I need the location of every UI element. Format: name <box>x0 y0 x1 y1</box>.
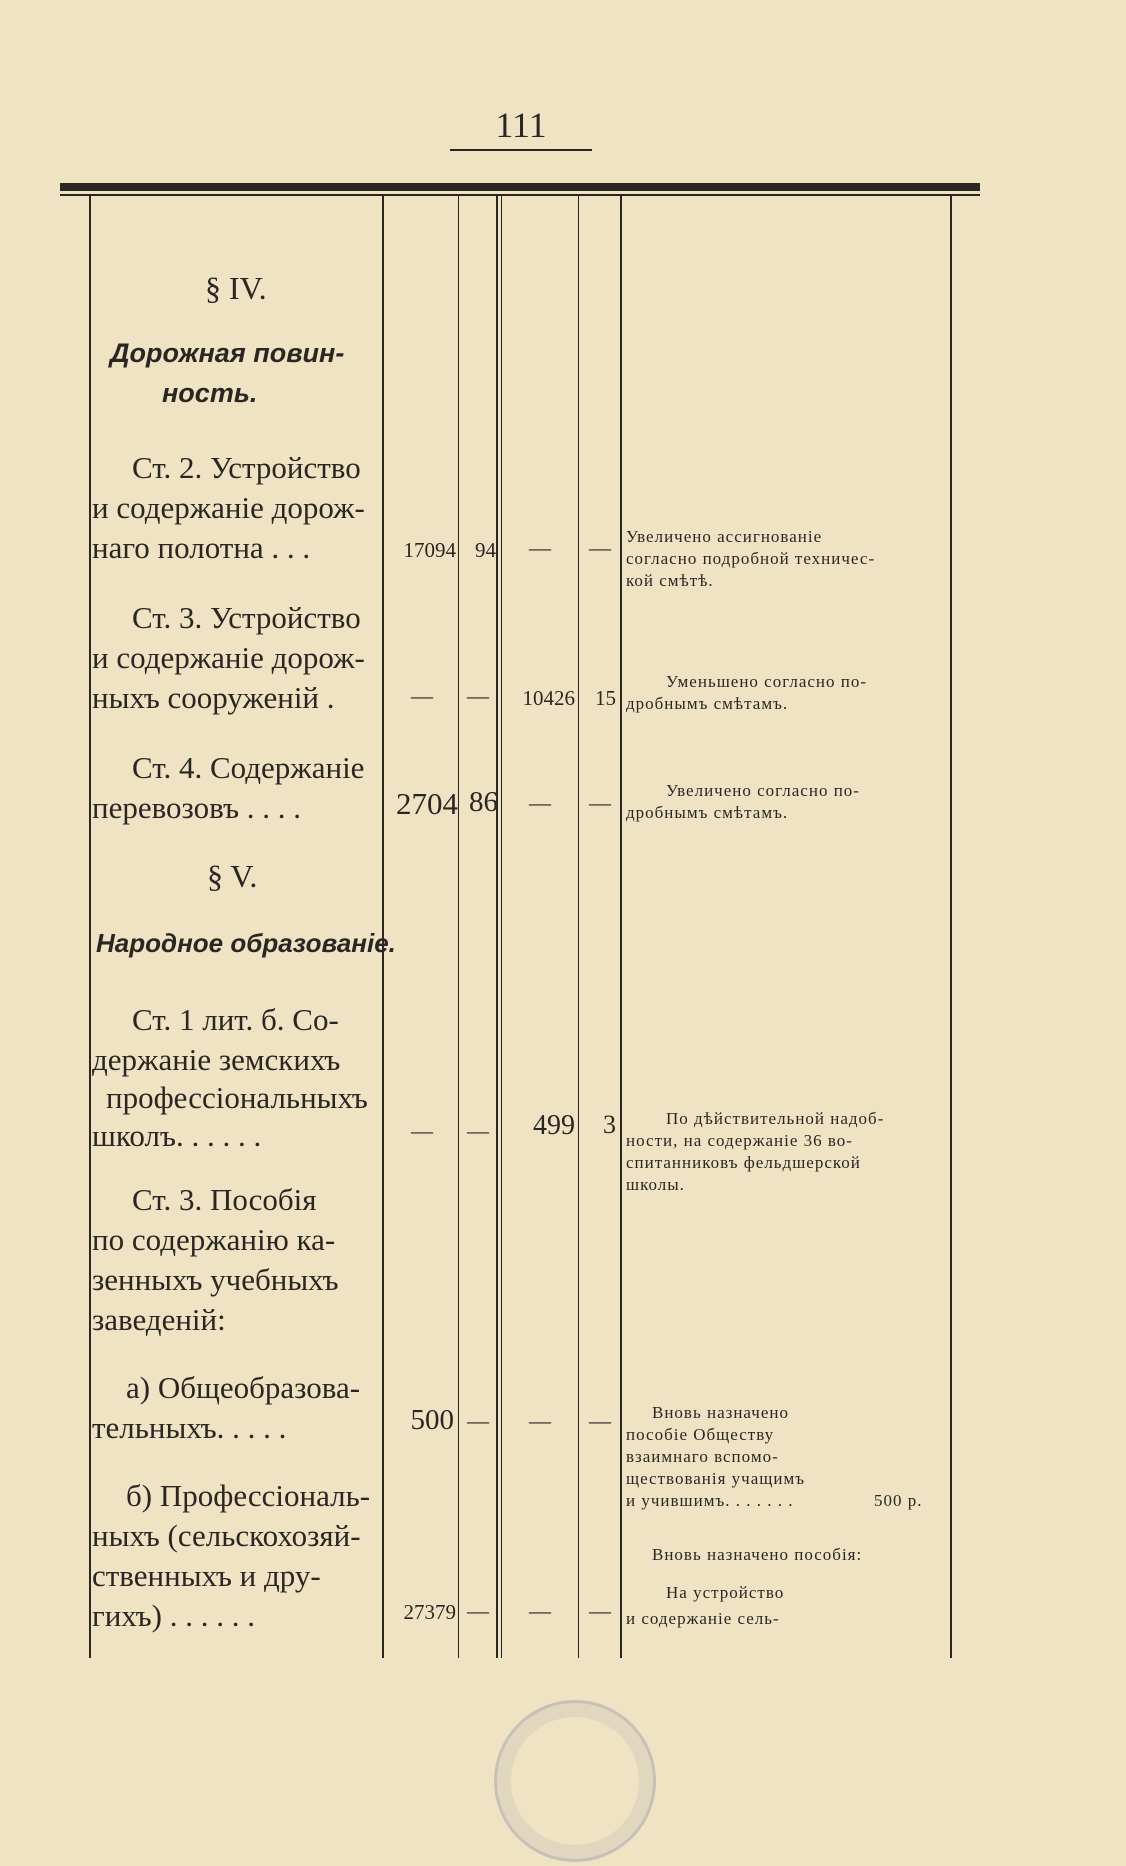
column-rule <box>578 196 579 1658</box>
row-st3v-line-1: Ст. 3. Пособiя <box>132 1182 317 1217</box>
row-a-note-line-1: Вновь назначено <box>652 1403 789 1422</box>
row-st3v-line-4: заведенiй: <box>92 1302 226 1337</box>
row-b-sum1: 27379 <box>403 1600 456 1624</box>
row-a-note-line-2: пособie Обществу <box>626 1425 775 1444</box>
row-st4-sum1: 2704 <box>396 786 458 821</box>
row-b-line-3: ственныхъ и дру- <box>92 1558 321 1593</box>
row-a-note-line-3: взаимнаго вспомо- <box>626 1447 779 1466</box>
row-st1b-note-line-2: ности, на содержанie 36 во- <box>626 1131 853 1150</box>
row-st3-note-line-1: Уменьшено согласно по- <box>666 672 868 691</box>
row-a-sum2: — <box>529 1408 551 1433</box>
table-top-border-thin <box>60 194 980 196</box>
row-a-note-line-5: и учившимъ. . . . . . . <box>626 1491 794 1510</box>
row-st1b-sum1: — <box>411 1118 433 1143</box>
section-iv-title-line-1: Дорожная повин- <box>110 338 345 368</box>
row-a-line-2: тельныхъ. . . . . <box>92 1410 287 1445</box>
row-st1b-sum2: 499 <box>533 1110 575 1141</box>
column-rule <box>458 196 459 1658</box>
row-st4-k1: 86 <box>469 786 498 818</box>
section-iv-title-line-2: ность. <box>162 378 258 408</box>
row-b-note-line-2: На устройство <box>666 1583 785 1602</box>
section-iv-sign: § IV. <box>205 270 267 306</box>
row-st1b-note-line-3: спитанниковъ фельдшерской <box>626 1153 861 1172</box>
page-number-rule <box>450 149 592 151</box>
row-st3-sum1: — <box>411 683 433 708</box>
table-left-border <box>89 196 91 1658</box>
row-a-line-1: а) Общеобразова- <box>126 1370 361 1405</box>
row-st3-line-2: и содержанie дорож- <box>92 640 365 675</box>
library-stamp <box>494 1700 656 1862</box>
row-st3v-line-2: по содержанiю ка- <box>92 1222 336 1257</box>
column-rule <box>496 196 498 1658</box>
row-st4-sum2: — <box>529 790 551 815</box>
row-a-note-amount: 500 р. <box>874 1491 923 1510</box>
row-st2-k1: 94 <box>475 538 496 562</box>
row-b-line-1: б) Профессiональ- <box>126 1478 371 1513</box>
row-st1b-k2: 3 <box>603 1110 616 1139</box>
row-st1b-line-3: профессiональныхъ <box>106 1080 368 1115</box>
row-st3-line-3: ныхъ сооруженiй . <box>92 680 335 715</box>
table-right-border <box>950 196 952 1658</box>
row-st1b-line-2: держанie земскихъ <box>92 1042 341 1077</box>
row-st1b-k1: — <box>467 1118 489 1143</box>
row-st2-line-1: Ст. 2. Устройство <box>132 450 361 485</box>
row-b-k1: — <box>467 1598 489 1623</box>
row-st3v-line-3: зенныхъ учебныхъ <box>92 1262 339 1297</box>
row-st3-line-1: Ст. 3. Устройство <box>132 600 361 635</box>
row-st1b-note-line-1: По дѣйствительной надоб- <box>666 1109 885 1128</box>
row-st3-k2: 15 <box>595 686 616 710</box>
row-st3-sum2: 10426 <box>522 686 575 710</box>
row-st2-line-3: наго полотна . . . <box>92 530 311 565</box>
row-st4-k2: — <box>589 790 611 815</box>
row-a-k1: — <box>467 1408 489 1433</box>
row-st4-line-2: перевозовъ . . . . <box>92 790 301 825</box>
row-b-k2: — <box>589 1598 611 1623</box>
row-st2-k2: — <box>589 535 611 560</box>
row-st3-note-line-2: дробнымъ смѣтамъ. <box>626 694 789 713</box>
row-st2-note-line-1: Увеличено ассигнованie <box>626 527 823 546</box>
row-st4-note-line-2: дробнымъ смѣтамъ. <box>626 803 789 822</box>
row-st3-k1: — <box>467 683 489 708</box>
column-rule <box>620 196 622 1658</box>
column-rule <box>382 196 384 1658</box>
page-number: 111 <box>495 105 547 145</box>
row-a-sum1: 500 <box>410 1404 454 1436</box>
row-st2-note-line-3: кой смѣтѣ. <box>626 571 714 590</box>
row-b-note-line-3: и содержанie сель- <box>626 1609 780 1628</box>
row-st1b-line-1: Ст. 1 лит. б. Со- <box>132 1002 339 1037</box>
row-b-sum2: — <box>529 1598 551 1623</box>
table-top-border <box>60 183 980 191</box>
row-a-note-line-4: ществованiя учащимъ <box>626 1469 806 1488</box>
row-st2-note-line-2: согласно подробной техничес- <box>626 549 876 568</box>
row-st2-line-2: и содержанie дорож- <box>92 490 365 525</box>
row-a-k2: — <box>589 1408 611 1433</box>
row-st4-line-1: Ст. 4. Содержанie <box>132 750 365 785</box>
row-b-line-2: ныхъ (сельскохозяй- <box>92 1518 361 1553</box>
row-st4-note-line-1: Увеличено согласно по- <box>666 781 860 800</box>
row-b-line-4: гихъ) . . . . . . <box>92 1598 255 1633</box>
column-rule <box>501 196 502 1658</box>
row-st2-sum1: 17094 <box>403 538 456 562</box>
row-st1b-line-4: школъ. . . . . . <box>92 1118 262 1153</box>
row-st1b-note-line-4: школы. <box>626 1175 685 1194</box>
section-v-title: Народное образованie. <box>96 928 396 958</box>
row-st2-sum2: — <box>529 535 551 560</box>
row-b-note-line-1: Вновь назначено пособiя: <box>652 1545 863 1564</box>
section-v-sign: § V. <box>207 858 258 894</box>
